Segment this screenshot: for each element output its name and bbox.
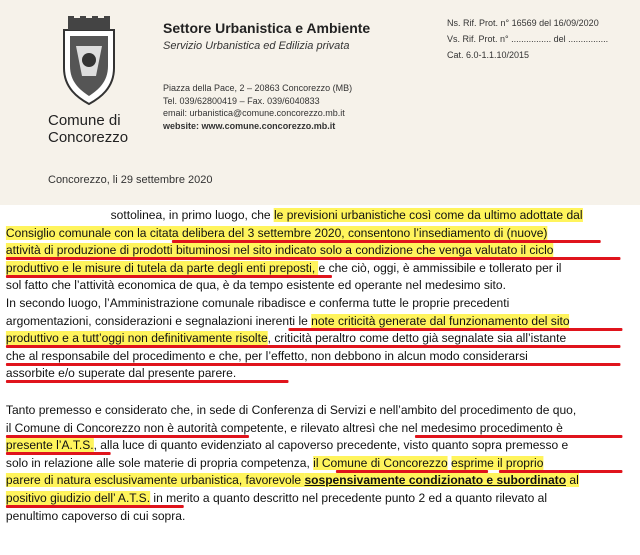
body-line: argomentazioni, considerazioni e segnalazioni inerenti le note criticità generate dal funzionamento del sito [0,313,632,331]
body-line: presente l’A.T.S., alla luce di quanto evidenziato al capoverso precedente, visto quanto sopra premesso e [0,437,632,455]
body-line [0,225,632,243]
body-line: sol fatto che l’attività economica de qua, è da tempo esistente ed operante nel medesimo sito. [5,278,506,293]
highlighted-text: le previsioni urbanistiche così come da ultimo adottate dal [273,208,583,222]
body-line: Tanto premesso e considerato che, in sede di Conferenza di Servizi e nell’ambito del procedimento de quo, [5,402,577,417]
contact-phone: Tel. 039/62800419 – Fax. 039/6040833 [163,95,320,106]
date-line: Concorezzo, li 29 settembre 2020 [48,174,213,186]
body-line [0,242,632,260]
highlighted-text: il Comune di Concorezzo [313,455,448,470]
highlighted-bold-text: sospensivamente condizionato e subordinato [304,473,567,488]
letter-body [0,207,640,525]
body-line: che al responsabile del procedimento e che, per l’effetto, non debbono in alcun modo considerarsi [0,348,632,366]
highlighted-text: al [566,473,579,488]
body-line: produttivo e le misure di tutela da parte degli enti preposti, e che ciò, oggi, è ammissibile e tollerato per il [0,260,632,278]
body-line: il Comune di Concorezzo non è autorità competente, e rilevato altresì che nel medesimo procedimento è [0,420,632,438]
highlighted-text: produttivo e a tutt’oggi non definitivamente risolte [5,331,268,346]
highlighted-text: Consiglio comunale con la citata delibera del 3 settembre 2020, consentono l’insediamento di (nuove) [5,225,548,240]
contact-address: Piazza della Pace, 2 – 20863 Concorezzo (MB) [163,83,353,93]
body-line: solo in relazione alle sole materie di propria competenza, il Comune di Concorezzo esprime il proprio [0,455,632,473]
municipal-crest-icon [56,16,122,108]
body-line: assorbite e/o superate dal presente parere. [0,365,632,383]
comune-name-line2: Concorezzo [48,129,129,146]
contact-email: email: urbanistica@comune.concorezzo.mb.it [163,108,345,118]
contact-website: website: www.comune.concorezzo.mb.it [163,120,336,131]
red-underline [6,380,289,383]
body-line: penultimo capoverso di cui sopra. [5,508,186,523]
protocol-references [447,15,608,63]
letterhead [0,0,640,205]
highlighted-text: note criticità generate dal funzionamento del sito [311,313,570,328]
body-line: produttivo e a tutt’oggi non definitivamente risolte, criticità peraltro come detto già segnalate sia all’istante [0,330,632,348]
highlighted-text: presente l’A.T.S. [5,438,94,453]
body-line [0,472,632,490]
body-line: In secondo luogo, l’Amministrazione comunale ribadisce e conferma tutte le proprie precedenti [5,295,510,310]
ref-vs: Vs. Rif. Prot. n° ................ del ................ [447,34,609,44]
ref-cat: Cat. 6.0-1.1.10/2015 [447,50,530,60]
ref-ns: Ns. Rif. Prot. n° 16569 del 16/09/2020 [447,18,599,28]
highlighted-text: produttivo e le misure di tutela da parte degli enti preposti, [5,260,319,275]
body-line: sottolinea, in primo luogo, che le previsioni urbanistiche così come da ultimo adottate dal [110,208,583,222]
comune-name-line1: Comune di [48,112,121,129]
highlighted-text: esprime il proprio [451,455,544,470]
highlighted-text: positivo giudizio dell’ A.T.S. [5,490,151,505]
body-line: positivo giudizio dell’ A.T.S. in merito a quanto descritto nel precedente punto 2 ed a quanto rilevato al [0,490,632,508]
sector-subtitle: Servizio Urbanistica ed Edilizia privata [163,40,350,52]
highlighted-text: attività di produzione di prodotti bituminosi nel sito indicato solo a condizione che venga valutato il ciclo [5,243,554,258]
comune-name [48,112,138,146]
sector-title: Settore Urbanistica e Ambiente [163,20,371,36]
highlighted-text: parere di natura esclusivamente urbanistica, favorevole [5,473,305,488]
contact-block [163,82,352,132]
